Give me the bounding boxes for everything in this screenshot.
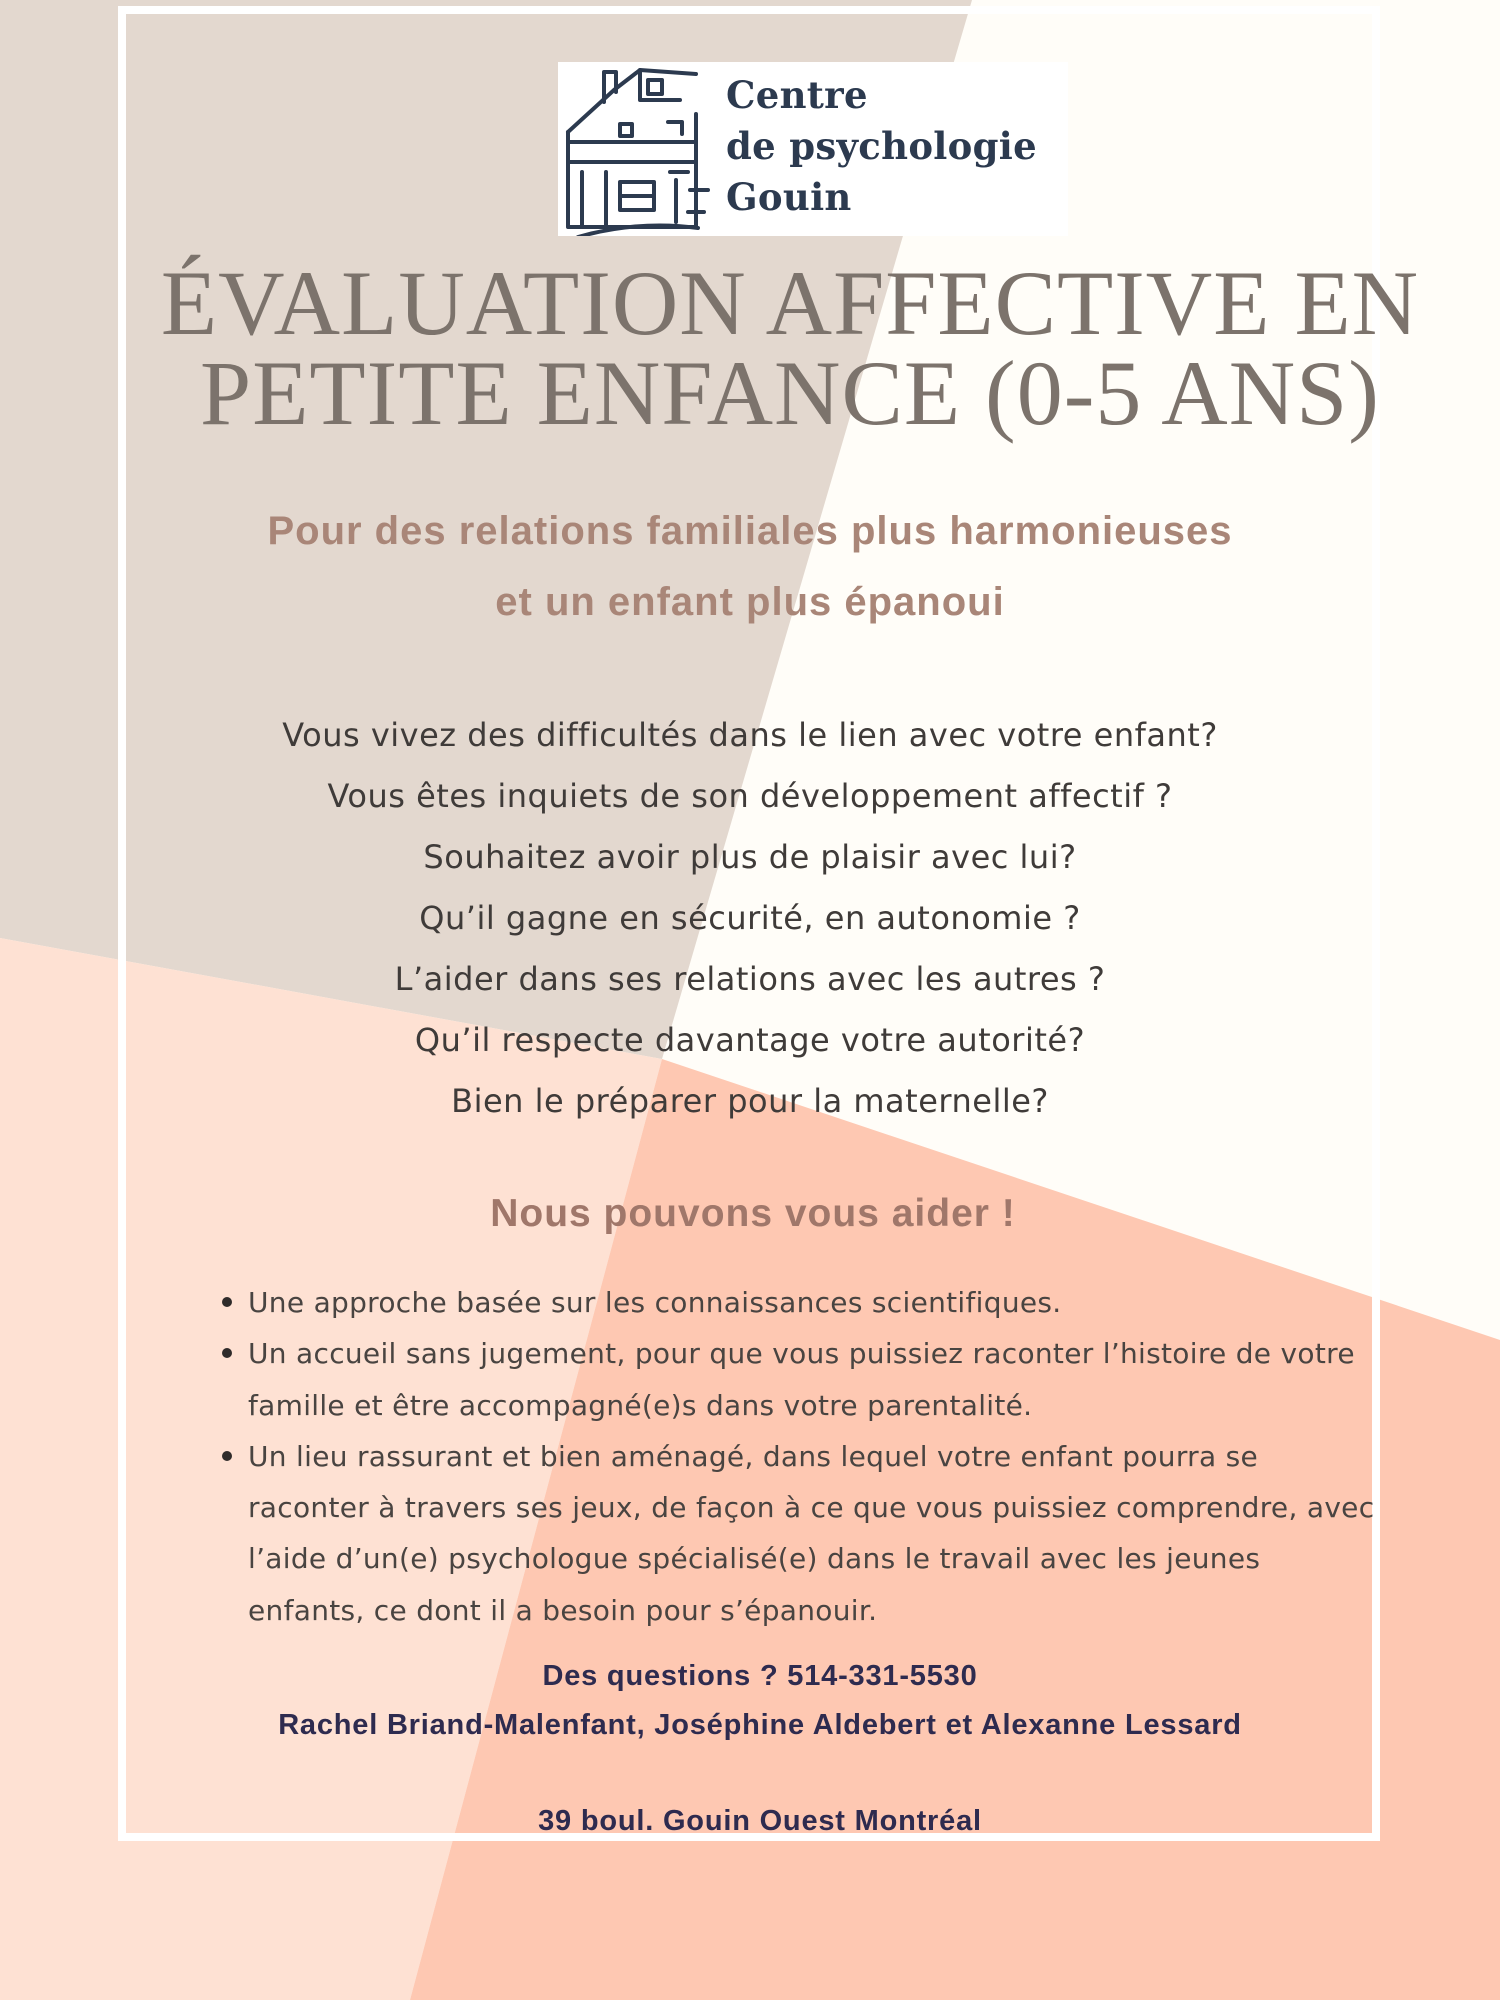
- benefit-item: Une approche basée sur les connaissances scientifiques.: [218, 1277, 1378, 1328]
- question-item: Vous vivez des difficultés dans le lien avec votre enfant?: [282, 716, 1218, 754]
- title-line: PETITE ENFANCE (0-5 ANS): [200, 342, 1380, 444]
- benefits-list: [218, 1277, 1378, 1636]
- logo-line: Centre: [726, 73, 868, 117]
- contact-address: 39 boul. Gouin Ouest Montréal: [538, 1805, 982, 1837]
- benefit-item: Un accueil sans jugement, pour que vous puissiez raconter l’histoire de votre famille et être accompagné(e)s dans votre parentalité.: [218, 1328, 1378, 1431]
- subtitle-line: et un enfant plus épanoui: [495, 580, 1005, 624]
- logo-line: Gouin: [726, 175, 852, 219]
- question-item: Souhaitez avoir plus de plaisir avec lui?: [423, 838, 1077, 876]
- help-heading: Nous pouvons vous aider !: [490, 1192, 1016, 1235]
- question-item: Vous êtes inquiets de son développement affectif ?: [327, 777, 1173, 815]
- question-item: Bien le préparer pour la maternelle?: [451, 1082, 1049, 1120]
- question-item: Qu’il respecte davantage votre autorité?: [414, 1021, 1086, 1059]
- benefit-item: Un lieu rassurant et bien aménagé, dans lequel votre enfant pourra se raconter à travers ses jeux, de façon à ce que vous puissiez comprendre, avec l’aide d’un(e) psychologue spécialisé(e) dans le travail avec les jeunes enfants, ce dont il a besoin pour s’épanouir.: [218, 1431, 1378, 1636]
- logo: [558, 62, 1068, 236]
- subtitle-line: Pour des relations familiales plus harmonieuses: [267, 509, 1233, 553]
- logo-line: de psychologie: [726, 124, 1038, 168]
- contact-phone: Des questions ? 514-331-5530: [542, 1660, 978, 1692]
- subtitle: [150, 496, 1350, 638]
- logo-text: [726, 70, 1037, 223]
- question-list: [150, 705, 1350, 1132]
- question-item: L’aider dans ses relations avec les autres ?: [394, 960, 1106, 998]
- house-icon: [558, 62, 726, 236]
- question-item: Qu’il gagne en sécurité, en autonomie ?: [419, 899, 1081, 937]
- title-line: ÉVALUATION AFFECTIVE EN: [160, 252, 1420, 354]
- page-title: [150, 252, 1430, 444]
- contact-names: Rachel Briand-Malenfant, Joséphine Aldebert et Alexanne Lessard: [278, 1709, 1242, 1741]
